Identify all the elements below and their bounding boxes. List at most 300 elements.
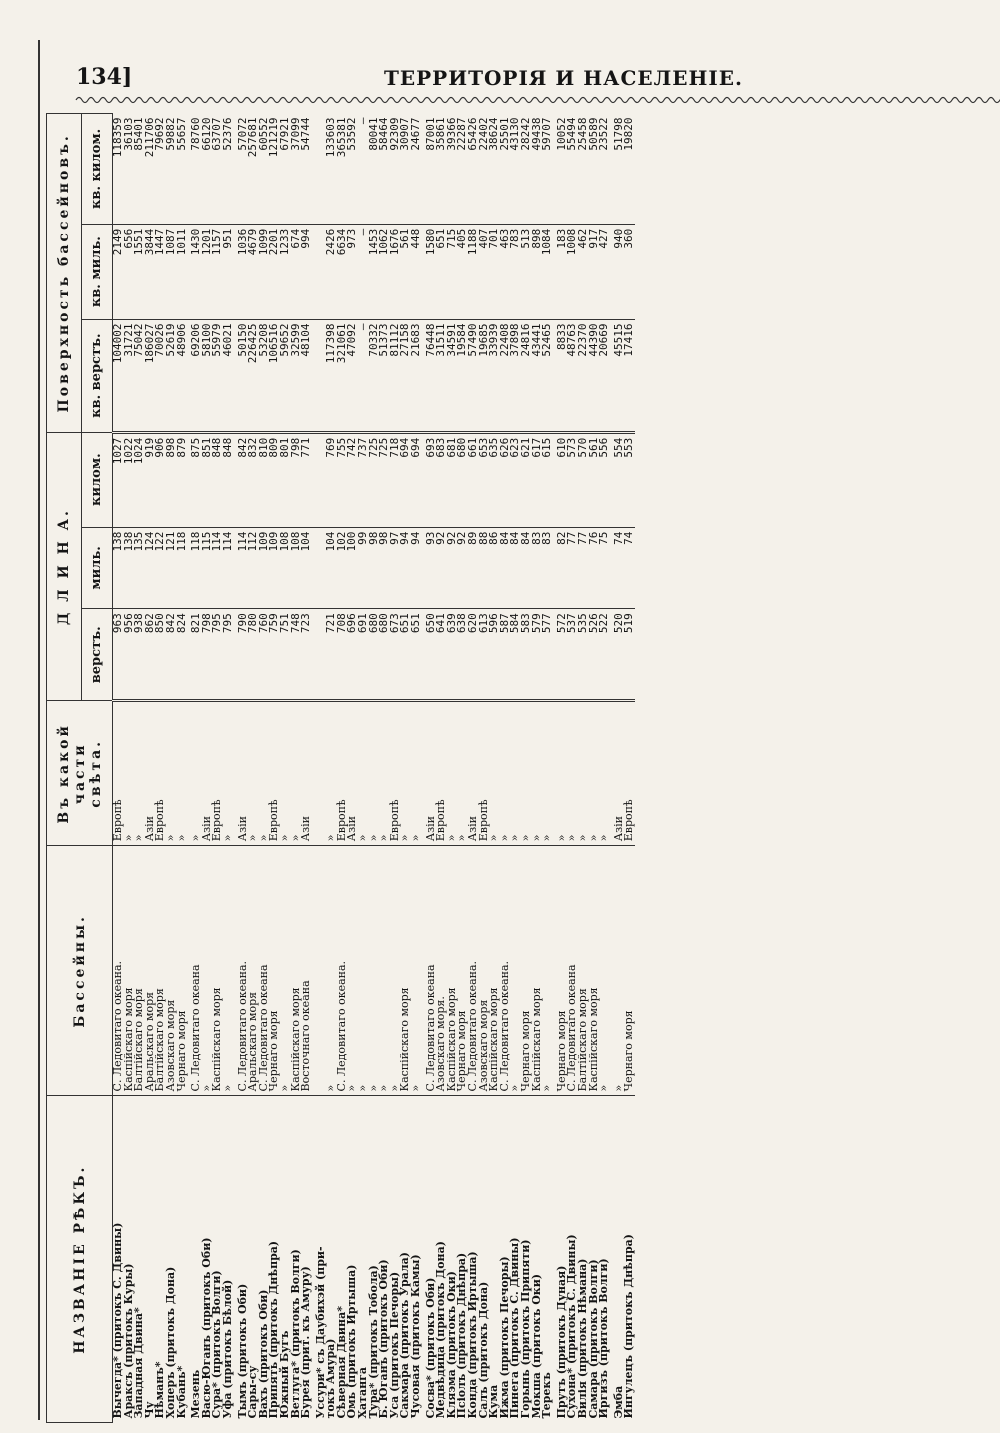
cell-miles: 88 (479, 527, 490, 609)
col-sq-km: кв. килом. (82, 114, 113, 225)
cell-basin: С. Ледовитаго океана. (500, 846, 511, 1096)
cell-basin: » (358, 846, 369, 1096)
cell-km: 635 (489, 432, 500, 527)
cell-sq-versts: 8833 (557, 319, 568, 432)
table-row (212, 114, 223, 1423)
cell-sq-miles: 1008 (567, 224, 578, 319)
cell-miles: 74 (614, 527, 625, 609)
cell-sq-versts: 59652 (280, 319, 291, 432)
cell-km: 851 (202, 432, 213, 527)
cell-basin: Азовскаго моря. (436, 846, 447, 1096)
cell-sq-versts: 58100 (202, 319, 213, 432)
cell-part: » (177, 701, 188, 846)
cell-river: Хоперъ (притокъ Дона) (163, 1266, 177, 1419)
cell-river: Кляэма (притокъ Оки) (444, 1271, 458, 1419)
cell-km: 1022 (124, 432, 135, 527)
cell-river: Сакмара (притокъ Урала) (398, 1252, 412, 1419)
cell-sq-km: 79692 (155, 114, 166, 225)
table-row (259, 114, 270, 1423)
cell-km: 771 (301, 432, 312, 527)
cell-sq-versts: 37898 (510, 319, 521, 432)
col-river-name: НАЗВАНІЕ РѢКЪ. (47, 1096, 113, 1423)
cell-sq-km: 80041 (369, 114, 380, 225)
cell-versts: 584 (510, 609, 521, 701)
cell-versts: 780 (248, 609, 259, 701)
cell-part: » (369, 701, 380, 846)
cell-sq-miles: 994 (301, 224, 312, 319)
cell-sq-versts: 70026 (155, 319, 166, 432)
cell-sq-km: 66120 (202, 114, 213, 225)
col-miles: миль. (82, 527, 113, 609)
cell-km: 875 (191, 432, 202, 527)
cell-sq-miles: 973 (347, 224, 358, 319)
cell-part: Европѣ (390, 701, 401, 846)
cell-sq-km: 49438 (532, 114, 543, 225)
cell-part: » (532, 701, 543, 846)
cell-river: Сѣверная Двина* (334, 1306, 348, 1419)
cell-km: 848 (223, 432, 234, 527)
cell-miles: 77 (567, 527, 578, 609)
cell-basin: Аральскаго моря (248, 846, 259, 1096)
cell-versts: 572 (557, 609, 568, 701)
cell-part: Азіи (238, 701, 249, 846)
cell-basin: С. Ледовитаго океана. (468, 846, 479, 1096)
page-number: 134] (76, 64, 133, 90)
cell-river: Самара (притокъ Волги) (586, 1259, 600, 1419)
cell-sq-miles: 427 (599, 224, 610, 319)
cell-miles: 89 (468, 527, 479, 609)
cell-basin: Каспійскаго моря (489, 846, 500, 1096)
cell-river: Уссури* съ Даубихэй (при- (313, 1246, 327, 1419)
cell-km: 615 (542, 432, 553, 527)
cell-river: Ижма (притокъ Печоры) (497, 1256, 511, 1419)
cell-sq-miles: 4679 (248, 224, 259, 319)
cell-sq-miles: 6634 (337, 224, 348, 319)
cell-km: 801 (280, 432, 291, 527)
cell-basin: Чернаго моря (521, 846, 532, 1096)
cell-km: 694 (411, 432, 422, 527)
table-row (567, 114, 578, 1423)
cell-part: Азіи (468, 701, 479, 846)
cell-km: 570 (578, 432, 589, 527)
cell-miles: 98 (369, 527, 380, 609)
cell-river: Хатанга (356, 1366, 370, 1419)
cell-sq-versts: 50150 (238, 319, 249, 432)
col-length-group: Д Л И Н А. (47, 432, 82, 701)
cell-river: Омь (притокъ Иртыша) (345, 1264, 359, 1419)
cell-miles: 92 (457, 527, 468, 609)
table-row (238, 114, 249, 1423)
cell-sq-km: 24677 (411, 114, 422, 225)
cell-versts: 650 (426, 609, 437, 701)
cell-sq-miles: 1580 (426, 224, 437, 319)
cell-km: 553 (624, 432, 635, 527)
cell-part: » (326, 701, 337, 846)
cell-sq-km: 65426 (468, 114, 479, 225)
cell-sq-versts: 55979 (212, 319, 223, 432)
cell-miles: 84 (521, 527, 532, 609)
cell-part: Европѣ (212, 701, 223, 846)
cell-sq-miles: 1084 (542, 224, 553, 319)
cell-sq-versts: 21683 (411, 319, 422, 432)
cell-sq-miles: 701 (489, 224, 500, 319)
cell-sq-km: 39366 (447, 114, 458, 225)
cell-river: Припять (притокъ Днѣпра) (267, 1240, 281, 1419)
cell-versts: 620 (468, 609, 479, 701)
cell-km: 561 (589, 432, 600, 527)
cell-versts: 723 (301, 609, 312, 701)
cell-sq-km: 43130 (510, 114, 521, 225)
cell-sq-km: 37099 (291, 114, 302, 225)
cell-sq-km: 30907 (400, 114, 411, 225)
cell-sq-miles: 674 (291, 224, 302, 319)
cell-sq-km: 22402 (479, 114, 490, 225)
cell-km: 742 (347, 432, 358, 527)
cell-sq-miles: 1201 (202, 224, 213, 319)
table-row (468, 114, 479, 1423)
cell-km: 809 (269, 432, 280, 527)
cell-part: » (542, 701, 553, 846)
cell-part: Европѣ (337, 701, 348, 846)
table-row (599, 114, 610, 1423)
cell-sq-versts: 48104 (301, 319, 312, 432)
cell-basin: Восточнаго океана (301, 846, 312, 1096)
table-row (614, 114, 625, 1423)
cell-km: 661 (468, 432, 479, 527)
cell-sq-km: 50589 (589, 114, 600, 225)
cell-sq-km: 55657 (177, 114, 188, 225)
cell-sq-versts: 33939 (489, 319, 500, 432)
table-row (447, 114, 458, 1423)
cell-part: » (379, 701, 390, 846)
cell-miles: 121 (166, 527, 177, 609)
cell-miles: 83 (532, 527, 543, 609)
col-versts: верстъ. (82, 609, 113, 701)
cell-sq-versts: 20669 (599, 319, 610, 432)
cell-basin: » (379, 846, 390, 1096)
cell-miles: 114 (238, 527, 249, 609)
cell-sq-miles: 405 (457, 224, 468, 319)
cell-basin: » (599, 846, 610, 1096)
cell-km: 737 (358, 432, 369, 527)
cell-river: Конда (притокъ Иртыша) (466, 1251, 479, 1419)
cell-versts: 956 (124, 609, 135, 701)
cell-miles: 118 (191, 527, 202, 609)
cell-miles: 138 (113, 527, 124, 609)
cell-sq-miles: 1233 (280, 224, 291, 319)
cell-river: Медвѣдица (притокъ Дона) (434, 1241, 448, 1419)
cell-basin: Каспійскаго моря (291, 846, 302, 1096)
cell-versts: 759 (269, 609, 280, 701)
table-row (489, 114, 500, 1423)
cell-miles: 86 (489, 527, 500, 609)
cell-versts: 641 (436, 609, 447, 701)
cell-sq-versts: 69206 (191, 319, 202, 432)
cell-sq-versts: 32599 (291, 319, 302, 432)
cell-river: Чу (142, 1401, 156, 1419)
cell-sq-versts: 57490 (468, 319, 479, 432)
cell-versts: 639 (447, 609, 458, 701)
cell-river: Бурея (прит. къ Амуру) (299, 1266, 313, 1419)
cell-km: 680 (457, 432, 468, 527)
cell-sq-versts: — (358, 319, 369, 432)
cell-river: Сосва* (притокъ Оби) (423, 1277, 437, 1419)
cell-river: Васю-Юганъ (притокъ Оби) (199, 1237, 213, 1419)
cell-sq-km: 19820 (624, 114, 635, 225)
cell-river: Псіолъ (притокъ Днѣпра) (455, 1252, 469, 1419)
cell-km: 623 (510, 432, 521, 527)
cell-km: 621 (521, 432, 532, 527)
cell-km: 755 (337, 432, 348, 527)
cell-versts: 790 (238, 609, 249, 701)
cell-versts: 579 (532, 609, 543, 701)
cell-sq-miles: 898 (532, 224, 543, 319)
cell-sq-miles: 1087 (166, 224, 177, 319)
cell-river: Араксъ (притокъ Куры) (121, 1263, 135, 1419)
cell-miles: 98 (379, 527, 390, 609)
cell-sq-km: 52376 (223, 114, 234, 225)
table-row (326, 114, 337, 1423)
cell-part: Европѣ (155, 701, 166, 846)
table-row (347, 114, 358, 1423)
cell-sq-km: 78760 (191, 114, 202, 225)
cell-versts: 938 (134, 609, 145, 701)
cell-sq-miles: 1036 (238, 224, 249, 319)
cell-versts: 596 (489, 609, 500, 701)
cell-basin: Балтійскаго моря (578, 846, 589, 1096)
cell-sq-versts: 117398 (326, 319, 337, 432)
cell-miles: 135 (134, 527, 145, 609)
cell-sq-versts: 321061 (337, 319, 348, 432)
table-body (113, 114, 635, 1423)
cell-part: » (191, 701, 202, 846)
cell-miles: 93 (426, 527, 437, 609)
cell-km: 617 (532, 432, 543, 527)
cell-sq-versts: 43441 (532, 319, 543, 432)
cell-versts: 795 (223, 609, 234, 701)
table-row (124, 114, 135, 1423)
cell-versts: 696 (347, 609, 358, 701)
cell-basin: Аральскаго моря (145, 846, 156, 1096)
cell-km: 573 (567, 432, 578, 527)
cell-sq-km: 38624 (489, 114, 500, 225)
cell-versts: 651 (411, 609, 422, 701)
cell-km: 653 (479, 432, 490, 527)
cell-sq-km: 211706 (145, 114, 156, 225)
cell-versts: 537 (567, 609, 578, 701)
cell-part: Азіи (145, 701, 156, 846)
cell-sq-miles: 463 (500, 224, 511, 319)
cell-river: Уфа (притокъ Бѣлой) (220, 1279, 234, 1419)
cell-part: » (358, 701, 369, 846)
cell-basin: Каспійскаго моря (400, 846, 411, 1096)
cell-miles: 100 (347, 527, 358, 609)
cell-basin: С. Ледовитаго океана (259, 846, 270, 1096)
cell-sq-versts: 52465 (542, 319, 553, 432)
page-header (76, 64, 976, 90)
cell-sq-km: 28242 (521, 114, 532, 225)
table-row (379, 114, 390, 1423)
col-sq-versts: кв. верстъ. (82, 319, 113, 432)
table-row (202, 114, 213, 1423)
cell-versts: 587 (500, 609, 511, 701)
cell-versts: 651 (400, 609, 411, 701)
cell-part: » (489, 701, 500, 846)
cell-sq-miles: 448 (411, 224, 422, 319)
cell-sq-km: 59882 (166, 114, 177, 225)
cell-versts: 862 (145, 609, 156, 701)
cell-miles: 118 (177, 527, 188, 609)
table-row (248, 114, 259, 1423)
cell-versts: 583 (521, 609, 532, 701)
cell-sq-km: 57072 (238, 114, 249, 225)
cell-sq-miles: 917 (589, 224, 600, 319)
table-row (166, 114, 177, 1423)
cell-km: 554 (614, 432, 625, 527)
cell-sq-versts: 81112 (390, 319, 401, 432)
cell-versts: 795 (212, 609, 223, 701)
table-row (223, 114, 234, 1423)
cell-river: Чусовая (притокъ Камы) (409, 1254, 423, 1419)
cell-sq-versts: 46021 (223, 319, 234, 432)
cell-miles: 97 (390, 527, 401, 609)
cell-river: Ингулецъ (притокъ Днѣпра) (622, 1234, 636, 1419)
cell-sq-km: 22287 (457, 114, 468, 225)
table-row (457, 114, 468, 1423)
cell-part: » (223, 701, 234, 846)
cell-miles: 104 (326, 527, 337, 609)
cell-river: Эмба (611, 1385, 625, 1419)
cell-sq-versts: 76448 (426, 319, 437, 432)
table-row (500, 114, 511, 1423)
cell-sq-miles: 1157 (212, 224, 223, 319)
cell-river: Вычегда* (притокъ С. Двины) (111, 1222, 124, 1419)
cell-miles: 94 (400, 527, 411, 609)
cell-part: » (589, 701, 600, 846)
cell-sq-miles: 407 (479, 224, 490, 319)
cell-sq-km: 92309 (390, 114, 401, 225)
table-row (624, 114, 635, 1423)
cell-sq-km: 36103 (124, 114, 135, 225)
cell-basin: Азовскаго моря (166, 846, 177, 1096)
cell-basin: » (202, 846, 213, 1096)
cell-part: » (248, 701, 259, 846)
header-wavy-rule (76, 94, 1000, 106)
cell-sq-km: — (358, 114, 369, 225)
table-row (113, 114, 124, 1423)
cell-part: » (134, 701, 145, 846)
cell-part: Азіи (614, 701, 625, 846)
cell-basin: Балтійскаго моря (134, 846, 145, 1096)
cell-part: » (521, 701, 532, 846)
cell-sq-versts: 27158 (400, 319, 411, 432)
table-row (369, 114, 380, 1423)
table-row (280, 114, 291, 1423)
cell-basin: » (510, 846, 521, 1096)
cell-basin (316, 846, 327, 1096)
cell-basin: » (542, 846, 553, 1096)
cell-sq-versts: 48763 (567, 319, 578, 432)
cell-river: Мезень (189, 1369, 203, 1419)
table-row (269, 114, 280, 1423)
cell-miles: 114 (223, 527, 234, 609)
cell-sq-miles: 1430 (191, 224, 202, 319)
cell-sq-miles: 360 (624, 224, 635, 319)
table-row (542, 114, 553, 1423)
cell-sq-versts: 44390 (589, 319, 600, 432)
cell-sq-km: 118359 (113, 114, 124, 225)
cell-river: Иргизъ (притокъ Волги) (597, 1258, 611, 1419)
cell-river: Сура* (притокъ Волги) (210, 1270, 224, 1419)
cell-river: Вилія (притокъ Нѣмана) (575, 1258, 589, 1419)
cell-sq-miles: 651 (436, 224, 447, 319)
cell-versts: 760 (259, 609, 270, 701)
cell-river: Вахъ (притокъ Оби) (256, 1289, 270, 1419)
cell-sq-versts: 19584 (457, 319, 468, 432)
cell-basin: » (411, 846, 422, 1096)
cell-versts: 748 (291, 609, 302, 701)
cell-sq-miles: 183 (557, 224, 568, 319)
cell-versts: 824 (177, 609, 188, 701)
cell-sq-km: 54744 (301, 114, 312, 225)
col-area-group: Поверхность бассейновъ. (47, 114, 82, 433)
cell-basin: С. Ледовитаго океана. (337, 846, 348, 1096)
table-row (557, 114, 568, 1423)
cell-sq-km: 257681 (248, 114, 259, 225)
cell-part: » (500, 701, 511, 846)
cell-river: Мокша (притокъ Оки) (529, 1273, 543, 1419)
cell-sq-versts: 22408 (500, 319, 511, 432)
cell-sq-km: 63707 (212, 114, 223, 225)
cell-sq-km: 67921 (280, 114, 291, 225)
cell-river: Южный Бугъ (277, 1330, 291, 1419)
cell-basin: Чернаго моря (269, 846, 280, 1096)
cell-miles: 75 (599, 527, 610, 609)
cell-part: » (578, 701, 589, 846)
cell-river: Горынь (притокъ Припяти) (518, 1239, 532, 1419)
cell-km: 556 (599, 432, 610, 527)
table-row (589, 114, 600, 1423)
cell-km: 610 (557, 432, 568, 527)
cell-km: 879 (177, 432, 188, 527)
cell-versts: 963 (113, 609, 124, 701)
table-row (521, 114, 532, 1423)
table-row (400, 114, 411, 1423)
col-sq-miles: кв. миль. (82, 224, 113, 319)
cell-basin: » (390, 846, 401, 1096)
cell-sq-miles: 3844 (145, 224, 156, 319)
cell-miles: 99 (358, 527, 369, 609)
cell-km: 683 (436, 432, 447, 527)
table-row (510, 114, 521, 1423)
cell-miles: 109 (269, 527, 280, 609)
cell-river: Сары-су (246, 1365, 260, 1419)
cell-part: » (510, 701, 521, 846)
table-row (177, 114, 188, 1423)
cell-miles: 115 (202, 527, 213, 609)
cell-sq-miles: 1011 (177, 224, 188, 319)
cell-sq-km: 60552 (259, 114, 270, 225)
cell-sq-miles: 715 (447, 224, 458, 319)
cell-basin: С. Ледовитаго океана (191, 846, 202, 1096)
cell-basin: » (614, 846, 625, 1096)
cell-basin: Чернаго моря (557, 846, 568, 1096)
cell-part: » (166, 701, 177, 846)
cell-river: Уса (притокъ Печоры) (387, 1271, 401, 1419)
table-row (411, 114, 422, 1423)
cell-sq-km: 85401 (134, 114, 145, 225)
cell-miles: 138 (124, 527, 135, 609)
